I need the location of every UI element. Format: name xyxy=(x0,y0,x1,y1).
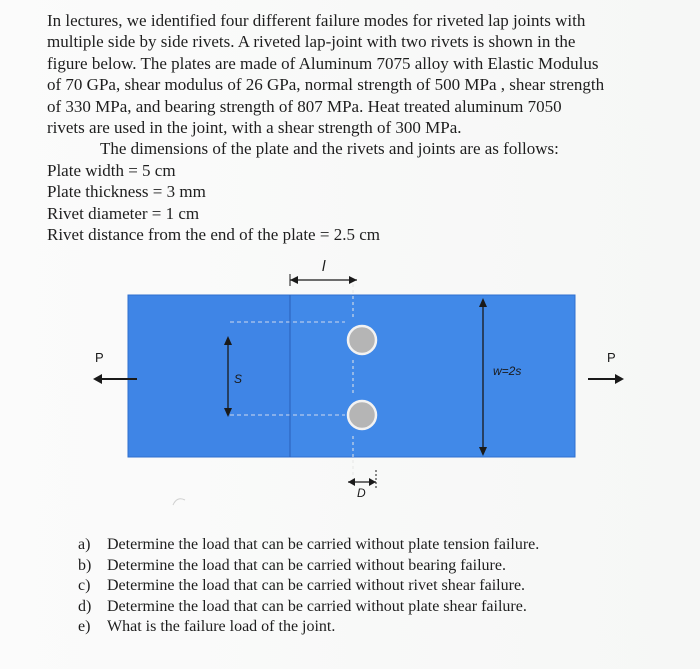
length-label: l xyxy=(322,258,326,275)
spacing-label: S xyxy=(234,372,243,386)
lap-joint-figure xyxy=(85,260,625,510)
load-label-right: P xyxy=(607,350,616,365)
question-item xyxy=(78,576,658,597)
question-item xyxy=(78,597,658,618)
question-marker: c) xyxy=(78,577,91,594)
dimension-plate-thickness: Plate thickness = 3 mm xyxy=(47,182,206,202)
question-item xyxy=(78,617,658,638)
lap-joint-diagram xyxy=(85,260,625,510)
question-text: Determine the load that can be carried without rivet shear failure. xyxy=(107,577,526,594)
question-marker: d) xyxy=(78,597,92,615)
question-text: Determine the load that can be carried without bearing failure. xyxy=(107,556,506,574)
intro-line: multiple side by side rivets. A riveted lap-joint with two rivets is shown in the xyxy=(47,32,576,52)
intro-line: In lectures, we identified four different failure modes for riveted lap joints with xyxy=(47,11,586,30)
intro-line: of 70 GPa, shear modulus of 26 GPa, normal strength of 500 MPa , shear strength xyxy=(47,75,605,95)
question-list xyxy=(78,535,658,638)
load-arrow-right-head xyxy=(615,374,624,384)
question-item xyxy=(78,535,658,556)
rivet-top xyxy=(348,326,376,354)
question-text: Determine the load that can be carried without plate shear failure. xyxy=(107,597,527,615)
dimension-rivet-end-distance: Rivet distance from the end of the plate = 2.5 cm xyxy=(47,225,380,245)
question-text: Determine the load that can be carried without plate tension failure. xyxy=(107,536,540,553)
diameter-arrowhead-left xyxy=(348,478,355,486)
diameter-label: D xyxy=(357,486,366,500)
dimension-plate-width: Plate width = 5 cm xyxy=(47,160,176,180)
pencil-mark xyxy=(173,499,185,505)
question-text: What is the failure load of the joint. xyxy=(107,618,336,635)
rivet-bottom xyxy=(348,401,376,429)
question-marker: e) xyxy=(78,618,91,635)
intro-line: figure below. The plates are made of Aluminum 7075 alloy with Elastic Modulus xyxy=(47,53,599,73)
length-arrowhead-left xyxy=(290,276,298,284)
load-label-left: P xyxy=(95,350,104,365)
load-arrow-left-head xyxy=(93,374,102,384)
question-marker: b) xyxy=(78,556,92,574)
question-marker: a) xyxy=(78,536,91,553)
problem-statement xyxy=(47,10,687,245)
width-label: w=2s xyxy=(493,364,522,378)
intro-line: of 330 MPa, and bearing strength of 807 MPa. Heat treated aluminum 7050 xyxy=(47,96,562,116)
dimensions-intro: The dimensions of the plate and the rivets and joints are as follows: xyxy=(100,139,559,159)
question-item xyxy=(78,556,658,577)
plate-upper-overlap xyxy=(290,295,575,457)
diameter-arrowhead-right xyxy=(369,478,376,486)
length-arrowhead-right xyxy=(349,276,357,284)
intro-line: rivets are used in the joint, with a shear strength of 300 MPa. xyxy=(47,118,462,138)
dimension-rivet-diameter: Rivet diameter = 1 cm xyxy=(47,203,200,223)
